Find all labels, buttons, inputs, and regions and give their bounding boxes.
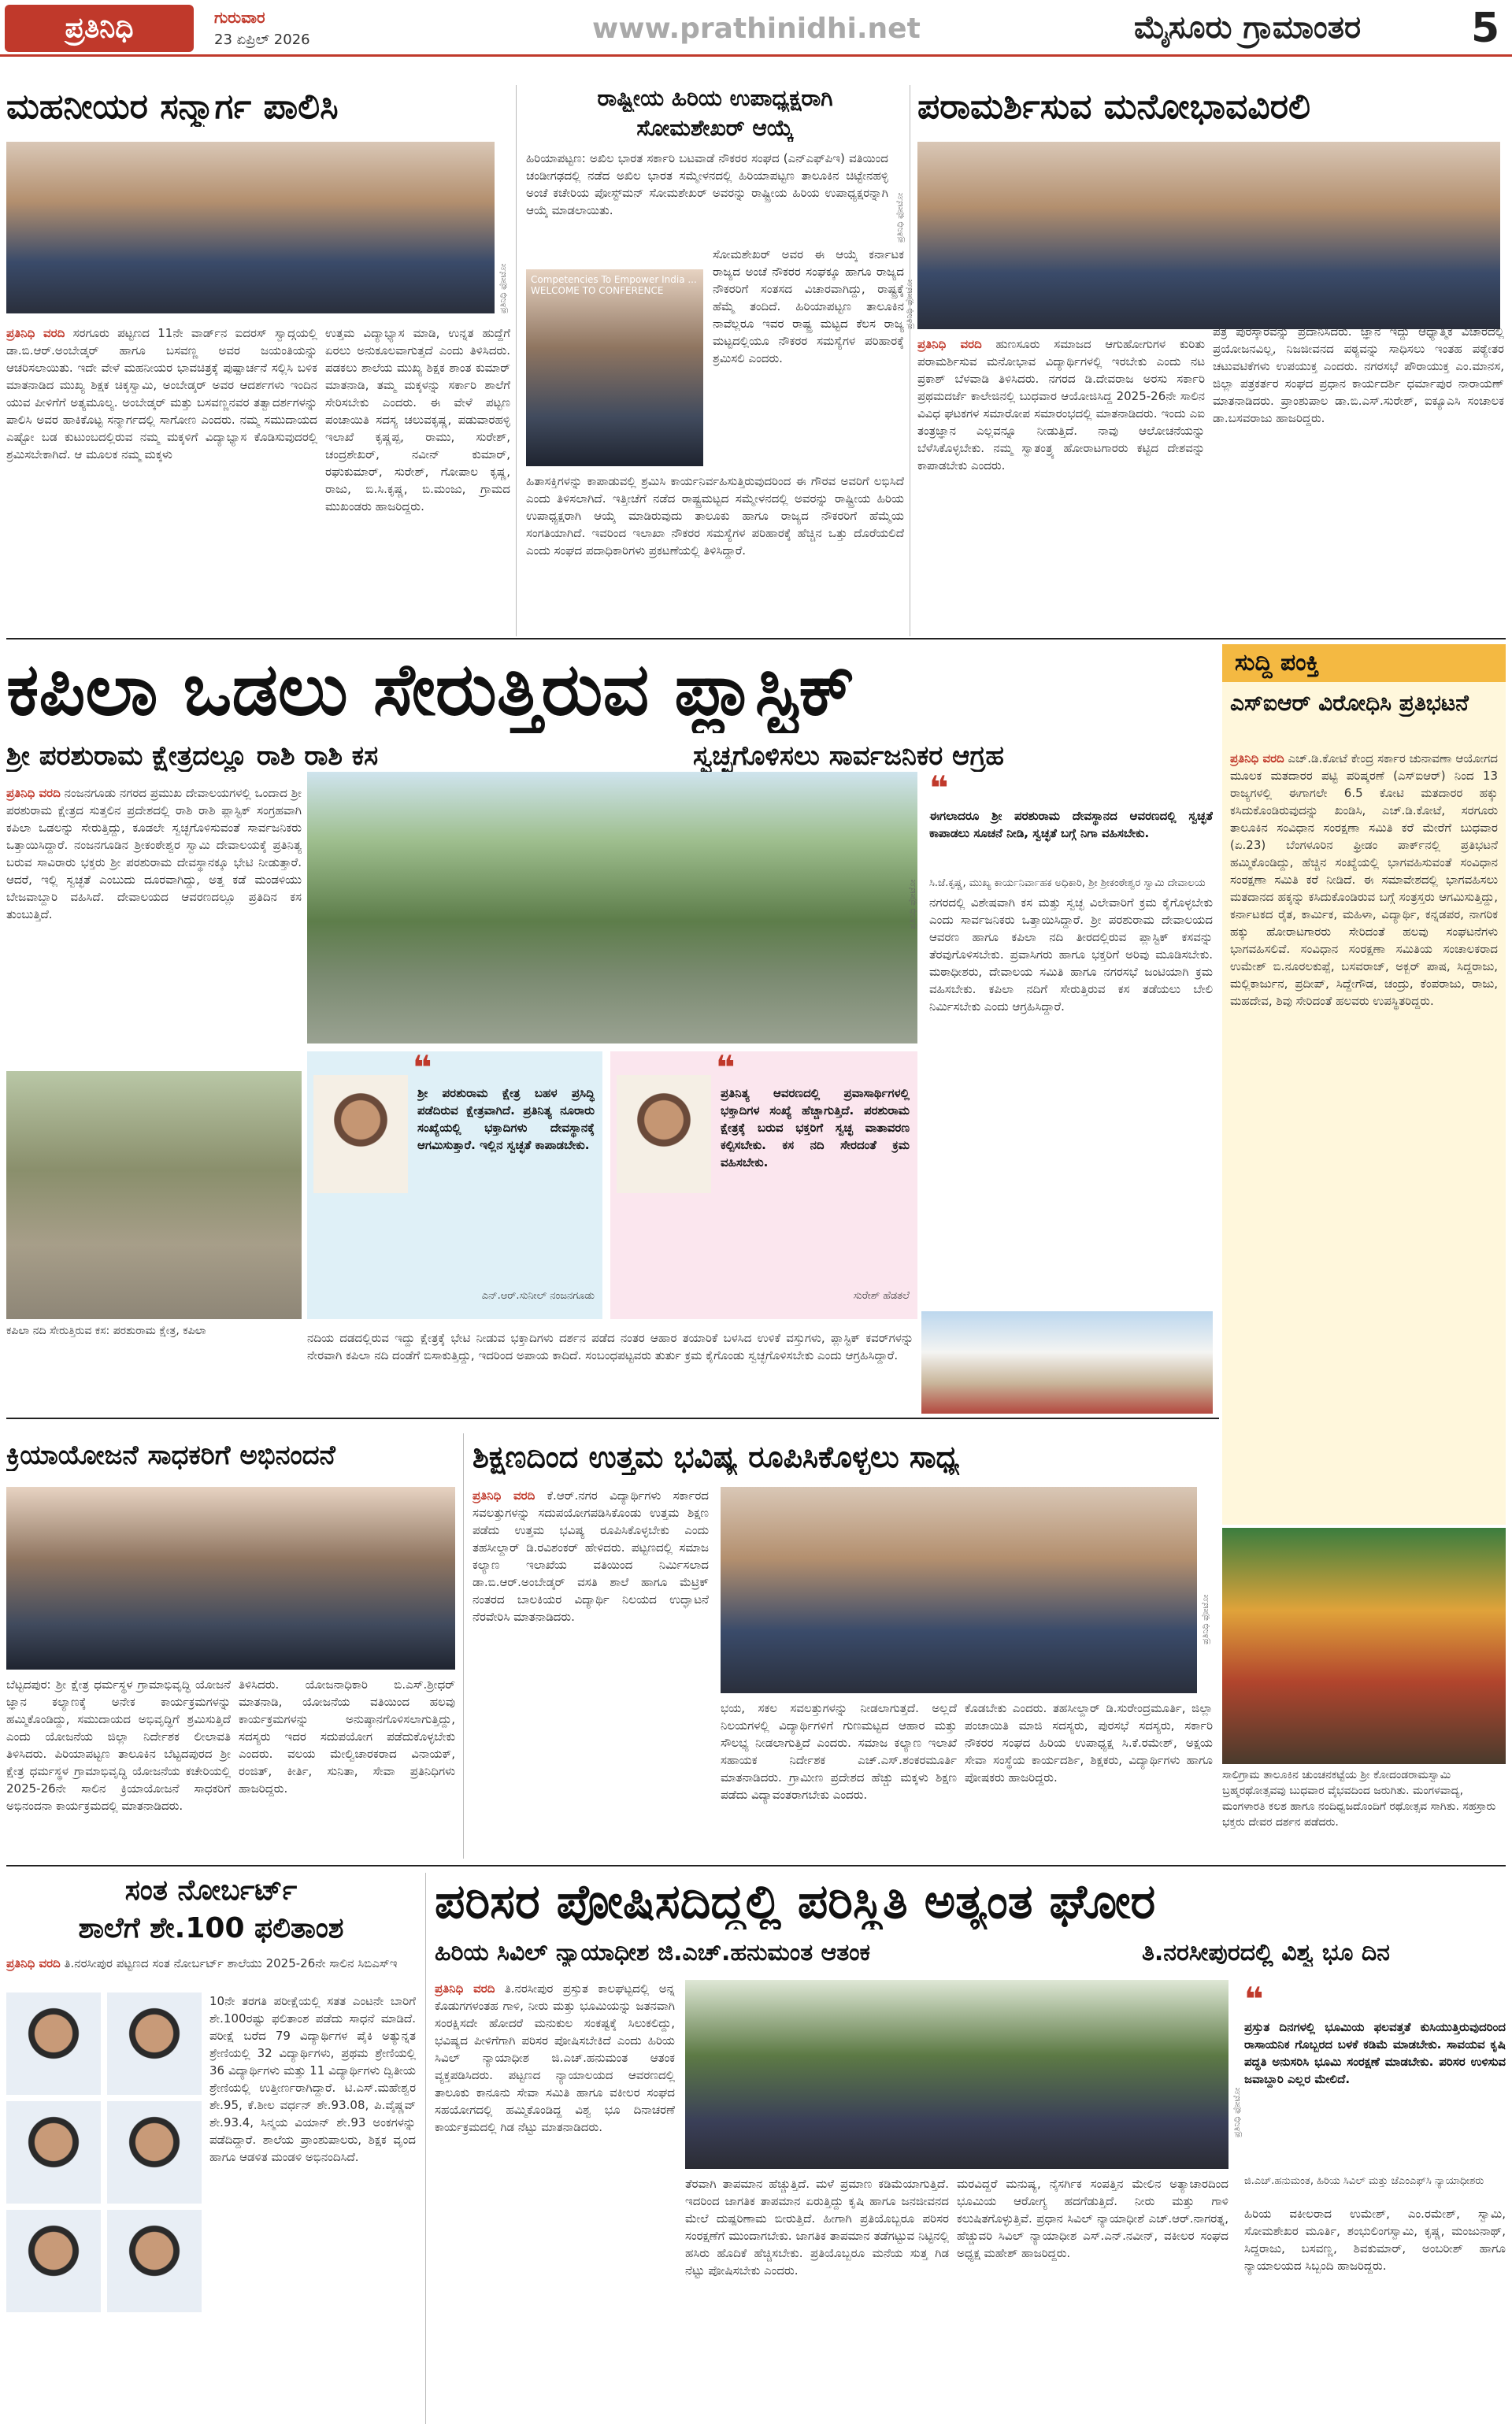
quote-text: ಈಗಲಾದರೂ ಶ್ರೀ ಪರಶುರಾಮ ದೇವಸ್ಥಾನದ ಆವರಣದಲ್ಲಿ ಸ್ವಚ್ಛತೆ ಕಾಪಾಡಲು ಸೂಚನೆ ನೀಡಿ, ಸ್ವಚ್ಛತೆ ಬಗ್ಗೆ ನಿಗಾ ವಹಿಸಬೇಕು. xyxy=(929,809,1213,840)
photo-credit: ಪ್ರತಿನಿಧಿ ಫೋಟೋ xyxy=(907,879,917,929)
quote-1-author: ಎನ್.ಆರ್.ಸುನೀಲ್ ನಂಜನಗೂಡು xyxy=(481,1290,595,1302)
lead-subhead-1: ಶ್ರೀ ಪರಶುರಾಮ ಕ್ಷೇತ್ರದಲ್ಲೂ ರಾಶಿ ರಾಶಿ ಕಸ xyxy=(6,740,379,772)
bottom-2-col-4: ಹಿರಿಯ ವಕೀಲರಾದ ಉಮೇಶ್, ಎಂ.ರಮೇಶ್, ಸ್ವಾಮಿ, ಸೋಮಶೇಖರ ಮೂರ್ತಿ, ಶಂಭುಲಿಂಗಸ್ವಾಮಿ, ಕೃಷ್ಣ, ಮಂಜುನಾಥ್, ಸಿದ್ದರಾಜು, ಬಸವಣ್ಣ, ಶಿವಕುಮಾರ್, ಅಂಬರೀಶ್ ಹಾಗೂ ನ್ಯಾಯಾಲಯದ ಸಿಬ್ಬಂದಿ ಹಾಜರಿದ್ದರು. xyxy=(1244,2207,1506,2273)
headline-article-1: ಮಹನೀಯರ ಸನ್ಮಾರ್ಗ ಪಾಲಿಸಿ xyxy=(6,87,339,127)
lead-subhead-2: ಸ್ವಚ್ಛಗೊಳಿಸಲು ಸಾರ್ವಜನಿಕರ ಆಗ್ರಹ xyxy=(693,740,1004,772)
student-photo xyxy=(107,1992,202,2095)
student-photo xyxy=(107,2101,202,2204)
photo-credit: ಪ್ರತಿನಿಧಿ ಫೋಟೋ xyxy=(498,263,508,313)
quote-mark-icon: ❝ xyxy=(716,1048,736,1087)
photo-mid-1 xyxy=(6,1487,455,1670)
column-divider xyxy=(516,85,517,636)
photo-banner-text: Competencies To Empower India ... WELCOME TO CONFERENCE xyxy=(531,274,697,296)
photo-temple xyxy=(921,1311,1213,1414)
headline-lead: ಕಪಿಲಾ ಒಡಲು ಸೇರುತ್ತಿರುವ ಪ್ಲಾಸ್ಟಿಕ್ xyxy=(6,647,855,732)
bottom-2-subhead-1: ಹಿರಿಯ ಸಿವಿಲ್ ನ್ಯಾಯಾಧೀಶ ಜಿ.ಎಚ್.ಹನುಮಂತ ಆತಂಕ xyxy=(435,1939,871,1966)
person-photo xyxy=(313,1075,408,1193)
mid-1-col-1: ಬೆಟ್ಟದಪುರ: ಶ್ರೀ ಕ್ಷೇತ್ರ ಧರ್ಮಸ್ಥಳ ಗ್ರಾಮಾಭಿವೃದ್ಧಿ ಯೋಜನೆ ಜ್ಞಾನ ಕಲ್ಯಾಣಕ್ಕೆ ಅನೇಕ ಕಾರ್ಯಕ್ರಮಗಳನ್ನು ಹಮ್ಮಿಕೊಂಡಿದ್ದು, ಸಮುದಾಯದ ಅಭಿವೃದ್ಧಿಗೆ ಶ್ರಮಿಸುತ್ತಿದೆ ಎಂದು ಯೋಜನೆಯ ಜಿಲ್ಲಾ ನಿರ್ದೇಶಕ ಲೀಲಾವತಿ ತಿಳಿಸಿದರು. ಪಿರಿಯಾಪಟ್ಟಣ ತಾಲೂಕಿನ ಬೆಟ್ಟದಪುರದ ಶ್ರೀ ಕ್ಷೇತ್ರ ಧರ್ಮಸ್ಥಳ ಗ್ರಾಮಾಭಿವೃದ್ಧಿ ಯೋಜನೆಯ ಕಚೇರಿಯಲ್ಲಿ 2025-26ನೇ ಸಾಲಿನ ಕ್ರಿಯಾಯೋಜನೆ ಸಾಧಕರಿಗೆ ಅಭಿನಂದನಾ ಕಾರ್ಯಕ್ರಮದಲ್ಲಿ ಮಾತನಾಡಿದರು. xyxy=(6,1677,231,1813)
sidebar-headline: ಎಸ್‌ಐಆರ್ ವಿರೋಧಿಸಿ ಪ್ರತಿಭಟನೆ xyxy=(1230,690,1469,716)
website-url[interactable]: www.prathinidhi.net xyxy=(592,13,921,45)
bottom-2-col-3: ಮರವಿದ್ದರೆ ಮನುಷ್ಯ, ನೈಸರ್ಗಿಕ ಸಂಪತ್ತಿನ ಮೇಲಿನ ಅತ್ಯಾಚಾರದಿಂದ ಭೂಮಿಯ ಆರೋಗ್ಯ ಹದಗೆಡುತ್ತಿದೆ. ನೀರು ಮತ್ತು ಗಾಳಿ ಕಲುಷಿತಗೊಳ್ಳುತ್ತಿವೆ. ಪ್ರಧಾನ ಸಿವಿಲ್ ನ್ಯಾಯಾಧೀಶೆ ಎಚ್.ಆರ್.ನಾಗರತ್ನ, ಹೆಚ್ಚುವರಿ ಸಿವಿಲ್ ನ್ಯಾಯಾಧೀಶ ಎಸ್.ಎನ್.ನವೀನ್, ವಕೀಲರ ಸಂಘದ ಅಧ್ಯಕ್ಷ ಮಹೇಶ್ ಹಾಜರಿದ್ದರು. xyxy=(957,2177,1228,2260)
headline-bottom-1-line-1: ಸಂತ ನೋರ್ಬರ್ಟ್ xyxy=(124,1874,298,1907)
column-divider xyxy=(425,1873,426,2424)
bottom-2-col-1: ಪ್ರತಿನಿಧಿ ವರದಿ ತಿ.ನರಸೀಪುರ ಪ್ರಸ್ತುತ ಕಾಲಘಟ್ಟದಲ್ಲಿ ಅನ್ನ ಕೊಡುಗಗಳಂತಹ ಗಾಳಿ, ನೀರು ಮತ್ತು ಭೂಮಿಯನ್ನು ಜತನವಾಗಿ ಸಂರಕ್ಷಿಸದೇ ಹೋದರೆ ಮನುಕುಲ ಸಂಕಷ್ಟಕ್ಕೆ ಸಿಲುಕಲಿದ್ದು, ಭವಿಷ್ಯದ ಪೀಳಿಗೆಗಾಗಿ ಪರಿಸರ ಪೋಷಿಸಬೇಕಿದೆ ಎಂದು ಹಿರಿಯ ಸಿವಿಲ್ ನ್ಯಾಯಾಧೀಶ ಜಿ.ಎಚ್.ಹನುಮಂತ ಆತಂಕ ವ್ಯಕ್ತಪಡಿಸಿದರು. ಪಟ್ಟಣದ ನ್ಯಾಯಾಲಯದ ಆವರಣದಲ್ಲಿ ತಾಲೂಕು ಕಾನೂನು ಸೇವಾ ಸಮಿತಿ ಹಾಗೂ ವಕೀಲರ ಸಂಘದ ಸಹಯೋಗದಲ್ಲಿ ಹಮ್ಮಿಕೊಂಡಿದ್ದ ವಿಶ್ವ ಭೂ ದಿನಾಚರಣೆ ಕಾರ್ಯಕ್ರಮದಲ್ಲಿ ಗಿಡ ನೆಟ್ಟು ಮಾತನಾಡಿದರು. xyxy=(435,1981,675,2134)
headline-mid-1: ಕ್ರಿಯಾಯೋಜನೆ ಸಾಧಕರಿಗೆ ಅಭಿನಂದನೆ xyxy=(6,1440,335,1471)
photo-article-3 xyxy=(917,142,1500,329)
quote-mark-icon: ❝ xyxy=(413,1048,432,1087)
quote-block-main xyxy=(929,769,1213,887)
sidebar-body: ಪ್ರತಿನಿಧಿ ವರದಿ ಎಚ್.ಡಿ.ಕೋಟೆ ಕೇಂದ್ರ ಸರ್ಕಾರ ಚುನಾವಣಾ ಆಯೋಗದ ಮೂಲಕ ಮತದಾರರ ಪಟ್ಟಿ ಪರಿಷ್ಕರಣೆ (ಎಸ್‌ಐಆರ್) ನಿಂದ 13 ರಾಜ್ಯಗಳಲ್ಲಿ ಈಗಾಗಲೇ 6.5 ಕೋಟಿ ಮತದಾರರ ಹಕ್ಕು ಕಸಿದುಕೊಂಡಿರುವುದನ್ನು ಖಂಡಿಸಿ, ಎಚ್.ಡಿ.ಕೋಟೆ, ಸರಗೂರು ತಾಲೂಕಿನ ಸಂವಿಧಾನ ಸಂರಕ್ಷಣಾ ಸಮಿತಿ ಕರೆ ಮೇರೆಗೆ ಬುಧವಾರ (ಏ.23) ಬೆಂಗಳೂರಿನ ಫ್ರೀಡಂ ಪಾರ್ಕ್‌ನಲ್ಲಿ ಪ್ರತಿಭಟನೆ ಹಮ್ಮಿಕೊಂಡಿದ್ದು, ಹೆಚ್ಚಿನ ಸಂಖ್ಯೆಯಲ್ಲಿ ಭಾಗವಹಿಸುವಂತೆ ಸಂವಿಧಾನ ಸಂರಕ್ಷಣಾ ಸಮಿತಿ ಕರೆ ನೀಡಿದೆ. ಈ ಸಮಾವೇಶದಲ್ಲಿ ಭಾಗವಹಿಸಲು ಮತದಾನದ ಹಕ್ಕನ್ನು ಕಸಿದುಕೊಂಡಿರುವ ಬಗ್ಗೆ ಸಂತ್ರಸ್ತರು ಆಗಮಿಸುತ್ತಿದ್ದು, ಕರ್ನಾಟಕದ ರೈತ, ಕಾರ್ಮಿಕ, ಮಹಿಳಾ, ವಿದ್ಯಾರ್ಥಿ, ಕನ್ನಡಪರ, ನಾಗರಿಕ ಹಕ್ಕು ಹೋರಾಟಗಾರರು ಸೇರಿದಂತೆ ಹಲವು ಸಂಘಟನೆಗಳು ಭಾಗವಹಿಸಲಿವೆ. ಸಂವಿಧಾನ ಸಂರಕ್ಷಣಾ ಸಮಿತಿಯ ಸಂಚಾಲಕರಾದ ಉಮೇಶ್ ಬಿ.ನೂರಲಕುಪ್ಪೆ, ಬಸವರಾಜ್, ಅಕ್ಬರ್ ಪಾಷ, ಸಿದ್ದರಾಜು, ಮಲ್ಲಿಕಾರ್ಜುನ, ಪ್ರದೀಪ್, ಸಿದ್ದೇಗೌಡ, ಚಂದ್ರು, ಕೆಂಪರಾಜು, ರಾಜು, ಮಹದೇವ, ಶಿವು ಸೇರಿದಂತೆ ಹಲವರು ಉಪಸ್ಥಿತರಿದ್ದರು. xyxy=(1230,751,1498,1008)
photo-caption: ಕಪಿಲಾ ನದಿ ಸೇರುತ್ತಿರುವ ಕಸ: ಪರಶುರಾಮ ಕ್ಷೇತ್ರ, ಕಪಿಲಾ xyxy=(6,1325,206,1337)
quote-mark-icon: ❝ xyxy=(929,769,949,807)
photo-mid-2 xyxy=(721,1487,1197,1693)
photo-river-plastic xyxy=(307,772,917,1043)
section-divider xyxy=(6,1865,1506,1866)
section-divider xyxy=(6,1418,1219,1419)
photo-article-2 xyxy=(526,269,703,466)
mid-2-col-3: ಕೊಡಬೇಕು ಎಂದರು. ತಹಸೀಲ್ದಾರ್ ಡಿ.ಸುರೇಂದ್ರಮೂರ್ತಿ, ಜಿಲ್ಲಾ ಪಂಚಾಯಿತಿ ಮಾಜಿ ಸದಸ್ಯರು, ಪುರಸಭೆ ಸದಸ್ಯರು, ಸರ್ಕಾರಿ ನೌಕರರ ಸಂಘದ ಹಿರಿಯ ಉಪಾಧ್ಯಕ್ಷ ಸಿ.ಕೆ.ರಮೇಶ್, ಅಕ್ಷಯ ಸೇವಾ ಸಂಸ್ಥೆಯ ಕಾರ್ಯದರ್ಶಿ, ಶಿಕ್ಷಕರು, ವಿದ್ಯಾರ್ಥಿಗಳು ಹಾಗೂ ಪೋಷಕರು ಹಾಜರಿದ್ದರು. xyxy=(965,1701,1213,1785)
section-divider xyxy=(6,638,1506,639)
article-3-col-2: ಪತ್ರ ಪುರಸ್ಕಾರವನ್ನು ಪ್ರದಾನಿಸಿದರು. ಜ್ಞಾನ ಇದ್ದು ಆಧ್ಯಾತ್ಮಿಕ ವಿಚಾರದಲ್ಲಿ ಪ್ರಯೋಜನವಿಲ್ಲ, ನಿಜಜೀವನದ ಪಠ್ಯವನ್ನು ಸಾಧಿಸಲು ಇಂತಹ ಪಠ್ಯೇತರ ಚಟುವಟಿಕೆಗಳು ಉಪಯುಕ್ತ ಎಂದರು. ನಗರಸಭೆ ಪೌರಾಯುಕ್ತ ಎಂ.ಮಾನಸ, ಜಿಲ್ಲಾ ಪತ್ರಕರ್ತರ ಸಂಘದ ಪ್ರಧಾನ ಕಾರ್ಯದರ್ಶಿ ಧರ್ಮಾಪುರ ನಾರಾಯಣ್ ಮಾತನಾಡಿದರು. ಪ್ರಾಂಶುಪಾಲ ಡಾ.ಬಿ.ಎಸ್.ಸುರೇಶ್, ಐಕ್ಯೂಎಸಿ ಸಂಚಾಲಕ ಡಾ.ಬಸವರಾಜು ಹಾಜರಿದ್ದರು. xyxy=(1213,324,1504,425)
photo-tree-planting xyxy=(685,1980,1228,2169)
quote-author: ಸಿ.ಜೆ.ಕೃಷ್ಣ, ಮುಖ್ಯ ಕಾರ್ಯನಿರ್ವಾಹಕ ಅಧಿಕಾರಿ, ಶ್ರೀ ಶ್ರೀಕಂಠೇಶ್ವರ ಸ್ವಾಮಿ ದೇವಾಲಯ xyxy=(929,877,1206,889)
student-photo xyxy=(6,2101,101,2204)
person-photo xyxy=(617,1075,711,1193)
student-photo xyxy=(107,2210,202,2312)
headline-article-3: ಪರಾಮರ್ಶಿಸುವ ಮನೋಭಾವವಿರಲಿ xyxy=(917,87,1311,127)
sidebar-photo-caption: ಸಾಲಿಗ್ರಾಮ ತಾಲೂಕಿನ ಚುಂಚನಕಟ್ಟೆಯ ಶ್ರೀ ಕೋದಂಡರಾಮಸ್ವಾಮಿ ಬ್ರಹ್ಮರಥೋತ್ಸವವು ಬುಧವಾರ ವೈಭವದಿಂದ ಜರುಗಿತು. ಮಂಗಳವಾದ್ಯ, ಮಂಗಳಾರತಿ ಕಲಶ ಹಾಗೂ ನಂದಿಧ್ವಜದೊಂದಿಗೆ ರಥೋತ್ಸವ ಸಾಗಿತು. ಸಹಸ್ರಾರು ಭಕ್ತರು ದೇವರ ದರ್ಶನ ಪಡೆದರು. xyxy=(1222,1769,1496,1829)
issue-date: 23 ಏಪ್ರಿಲ್ 2026 xyxy=(214,32,310,48)
quote-block-bottom xyxy=(1244,1980,1506,2200)
quote-1-text: ಶ್ರೀ ಪರಶುರಾಮ ಕ್ಷೇತ್ರ ಬಹಳ ಪ್ರಸಿದ್ಧಿ ಪಡೆದಿರುವ ಕ್ಷೇತ್ರವಾಗಿದೆ. ಪ್ರತಿನಿತ್ಯ ನೂರಾರು ಸಂಖ್ಯೆಯಲ್ಲಿ ಭಕ್ತಾದಿಗಳು ದೇವಸ್ಥಾನಕ್ಕೆ ಆಗಮಿಸುತ್ತಾರೆ. ಇಲ್ಲಿನ ಸ್ವಚ್ಛತೆ ಕಾಪಾಡಬೇಕು. xyxy=(417,1086,595,1152)
mid-2-col-2: ಭಯ, ಸಕಲ ಸವಲತ್ತುಗಳನ್ನು ನೀಡಲಾಗುತ್ತದೆ. ಅಲ್ಲದೆ ನಿಲಯಗಳಲ್ಲಿ ವಿದ್ಯಾರ್ಥಿಗಳಿಗೆ ಗುಣಮಟ್ಟದ ಆಹಾರ ಮತ್ತು ಸೌಲಭ್ಯ ನೀಡಲಾಗುತ್ತಿದೆ ಎಂದರು. ಸಮಾಜ ಕಲ್ಯಾಣ ಇಲಾಖೆ ಸಹಾಯಕ ನಿರ್ದೇಶಕ ಎಚ್.ಎಸ್.ಶಂಕರಮೂರ್ತಿ ಮಾತನಾಡಿದರು. ಗ್ರಾಮೀಣ ಪ್ರದೇಶದ ಹೆಚ್ಚು ಮಕ್ಕಳು ಶಿಕ್ಷಣ ಪಡೆದು ವಿದ್ಯಾವಂತರಾಗಬೇಕು ಎಂದರು. xyxy=(721,1701,957,1802)
quote-text: ಪ್ರಸ್ತುತ ದಿನಗಳಲ್ಲಿ ಭೂಮಿಯ ಫಲವತ್ತತೆ ಕುಸಿಯುತ್ತಿರುವುದರಿಂದ ರಾಸಾಯನಿಕ ಗೊಬ್ಬರದ ಬಳಕೆ ಕಡಿಮೆ ಮಾಡಬೇಕು. ಸಾವಯವ ಕೃಷಿ ಪದ್ಧತಿ ಅನುಸರಿಸಿ ಭೂಮಿ ಸಂರಕ್ಷಣೆ ಮಾಡಬೇಕು. ಪರಿಸರ ಉಳಿಸುವ ಜವಾಬ್ದಾರಿ ಎಲ್ಲರ ಮೇಲಿದೆ. xyxy=(1244,2020,1506,2086)
issue-day: ಗುರುವಾರ xyxy=(214,8,265,27)
mid-2-col-1: ಪ್ರತಿನಿಧಿ ವರದಿ ಕೆ.ಆರ್.ನಗರ ವಿದ್ಯಾರ್ಥಿಗಳು ಸರ್ಕಾರದ ಸವಲತ್ತುಗಳನ್ನು ಸದುಪಯೋಗಪಡಿಸಿಕೊಂಡು ಉತ್ತಮ ಶಿಕ್ಷಣ ಪಡೆದು ಉತ್ತಮ ಭವಿಷ್ಯ ರೂಪಿಸಿಕೊಳ್ಳಬೇಕು ಎಂದು ತಹಸೀಲ್ದಾರ್ ಡಿ.ರವಿಶಂಕರ್ ಹೇಳಿದರು. ಪಟ್ಟಣದಲ್ಲಿ ಸಮಾಜ ಕಲ್ಯಾಣ ಇಲಾಖೆಯ ವತಿಯಿಂದ ನಿರ್ಮಿಸಲಾದ ಡಾ.ಬಿ.ಆರ್.ಅಂಬೇಡ್ಕರ್ ವಸತಿ ಶಾಲೆ ಹಾಗೂ ಮೆಟ್ರಿಕ್ ನಂತರದ ಬಾಲಕಿಯರ ವಿದ್ಯಾರ್ಥಿ ನಿಲಯದ ಉದ್ಘಾಟನೆ ನೆರವೇರಿಸಿ ಮಾತನಾಡಿದರು. xyxy=(472,1488,709,1624)
photo-credit: ಪ್ರತಿನಿಧಿ ಫೋಟೋ xyxy=(895,192,905,243)
page-number: 5 xyxy=(1471,5,1500,52)
student-photo xyxy=(6,2210,101,2312)
article-3-col-1: ಪ್ರತಿನಿಧಿ ವರದಿ ಹುಣಸೂರು ಸಮಾಜದ ಆಗುಹೋಗುಗಳ ಕುರಿತು ಪರಾಮರ್ಶಿಸುವ ಮನೋಭಾವ ವಿದ್ಯಾರ್ಥಿಗಳಲ್ಲಿ ಇರಬೇಕು ಎಂದು ನಟ ಪ್ರಕಾಶ್ ಬೆಳವಾಡಿ ತಿಳಿಸಿದರು. ನಗರದ ಡಿ.ದೇವರಾಜ ಅರಸು ಸರ್ಕಾರಿ ಪ್ರಥಮದರ್ಜೆ ಕಾಲೇಜಿನಲ್ಲಿ ಬುಧವಾರ ಆಯೋಜಿಸಿದ್ದ 2025-26ನೇ ಸಾಲಿನ ವಿವಿಧ ಘಟಕಗಳ ಸಮಾರೋಪ ಸಮಾರಂಭದಲ್ಲಿ ಮಾತನಾಡಿದರು. ಇಂದು ಎಐ ತಂತ್ರಜ್ಞಾನ ಎಲ್ಲವನ್ನೂ ನೀಡುತ್ತಿದೆ. ನಾವು ಆಲೋಚನೆಯನ್ನು ಬೆಳೆಸಿಕೊಳ್ಳಬೇಕು. ನಮ್ಮ ಸ್ವಾತಂತ್ರ್ಯ ಹೋರಾಟಗಾರರು ಕಟ್ಟಿದ ದೇಶವನ್ನು ಕಾಪಾಡಬೇಕು ಎಂದರು. xyxy=(917,337,1205,473)
headline-mid-2: ಶಿಕ್ಷಣದಿಂದ ಉತ್ತಮ ಭವಿಷ್ಯ ರೂಪಿಸಿಕೊಳ್ಳಲು ಸಾಧ್ಯ xyxy=(472,1440,960,1474)
lead-bottom: ನದಿಯ ದಡದಲ್ಲಿರುವ ಇದ್ದು ಕ್ಷೇತ್ರಕ್ಕೆ ಭೇಟಿ ನೀಡುವ ಭಕ್ತಾದಿಗಳು ದರ್ಶನ ಪಡೆದ ನಂತರ ಆಹಾರ ತಯಾರಿಕೆ ಬಳಸಿದ ಉಳಿಕೆ ವಸ್ತುಗಳು, ಪ್ಲಾಸ್ಟಿಕ್ ಕವರ್‌ಗಳನ್ನು ನೇರವಾಗಿ ಕಪಿಲಾ ನದಿ ದಂಡೆಗೆ ಬಿಸಾಕುತ್ತಿದ್ದು, ಇದರಿಂದ ಅಪಾಯ ಕಾದಿದೆ. ಸಂಬಂಧಪಟ್ಟವರು ತುರ್ತು ಕ್ರಮ ಕೈಗೊಂಡು ಸ್ವಚ್ಛಗೊಳಿಸಬೇಕು ಎಂದು ಆಗ್ರಹಿಸಿದ್ದಾರೆ. xyxy=(307,1331,914,1362)
quote-box-1 xyxy=(307,1048,602,1319)
article-2-bottom: ಹಿತಾಸಕ್ತಿಗಳನ್ನು ಕಾಪಾಡುವಲ್ಲಿ ಶ್ರಮಿಸಿ ಕಾರ್ಯನಿರ್ವಹಿಸುತ್ತಿರುವುದರಿಂದ ಈ ಗೌರವ ಅವರಿಗೆ ಲಭಿಸಿದೆ ಎಂದು ತಿಳಿಸಲಾಗಿದೆ. ಇತ್ತೀಚೆಗೆ ನಡೆದ ರಾಷ್ಟ್ರಮಟ್ಟದ ಸಮ್ಮೇಳನದಲ್ಲಿ ಅವರನ್ನು ರಾಷ್ಟ್ರೀಯ ಹಿರಿಯ ಉಪಾಧ್ಯಕ್ಷರಾಗಿ ಆಯ್ಕೆ ಮಾಡಿರುವುದು ತಾಲೂಕು ಹಾಗೂ ರಾಜ್ಯದ ನೌಕರರಿಗೆ ಹೆಮ್ಮೆಯ ಸಂಗತಿಯಾಗಿದೆ. ಇವರಿಂದ ಇಲಾಖಾ ನೌಕರರ ಸಮಸ್ಯೆಗಳ ಪರಿಹಾರಕ್ಕೆ ಹೆಚ್ಚಿನ ಒತ್ತು ದೊರೆಯಲಿದೆ ಎಂದು ಸಂಘದ ಪದಾಧಿಕಾರಿಗಳು ಪ್ರಕಟಣೆಯಲ್ಲಿ ತಿಳಿಸಿದ್ದಾರೆ. xyxy=(526,474,904,558)
quote-2-text: ಪ್ರತಿನಿತ್ಯ ಆವರಣದಲ್ಲಿ ಪ್ರವಾಸಾರ್ಥಿಗಳಲ್ಲಿ ಭಕ್ತಾದಿಗಳ ಸಂಖ್ಯೆ ಹೆಚ್ಚಾಗುತ್ತಿದೆ. ಪರಶುರಾಮ ಕ್ಷೇತ್ರಕ್ಕೆ ಬರುವ ಭಕ್ತರಿಗೆ ಸ್ವಚ್ಛ ವಾತಾವರಣ ಕಲ್ಪಿಸಬೇಕು. ಕಸ ನದಿ ಸೇರದಂತೆ ಕ್ರಮ ವಹಿಸಬೇಕು. xyxy=(721,1086,910,1170)
article-2-top: ಹಿರಿಯಾಪಟ್ಟಣ: ಅಖಿಲ ಭಾರತ ಸರ್ಕಾರಿ ಬಟವಾಡೆ ನೌಕರರ ಸಂಘದ (ಎನ್ಎಫ್‌ಪಿಇ) ವತಿಯಿಂದ ಚಂಡೀಗಢದಲ್ಲಿ ನಡೆದ ಅಖಿಲ ಭಾರತ ಸಮ್ಮೇಳನದಲ್ಲಿ ಹಿರಿಯಾಪಟ್ಟಣ ತಾಲೂಕಿನ ಚಿಟ್ಟೇನಹಳ್ಳಿ ಅಂಚೆ ಕಚೇರಿಯ ಪೋಸ್ಟ್‌ಮನ್ ಸೋಮಶೇಖರ್ ಅವರನ್ನು ರಾಷ್ಟ್ರೀಯ ಹಿರಿಯ ಉಪಾಧ್ಯಕ್ಷರನ್ನಾಗಿ ಆಯ್ಕೆ ಮಾಡಲಾಯಿತು. xyxy=(526,151,888,217)
bottom-1-intro: ಪ್ರತಿನಿಧಿ ವರದಿ ತಿ.ನರಸೀಪುರ ಪಟ್ಟಣದ ಸಂತ ನೋರ್ಬರ್ಟ್ ಶಾಲೆಯು 2025-26ನೇ ಸಾಲಿನ ಸಿಬಿಎಸ್‌ಇ xyxy=(6,1956,398,1970)
quote-box-2 xyxy=(610,1048,917,1319)
bottom-2-subhead-2: ತಿ.ನರಸೀಪುರದಲ್ಲಿ ವಿಶ್ವ ಭೂ ದಿನ xyxy=(1142,1939,1390,1966)
bottom-2-col-2: ತೆರವಾಗಿ ತಾಪಮಾನ ಹೆಚ್ಚುತ್ತಿದೆ. ಮಳೆ ಪ್ರಮಾಣ ಕಡಿಮೆಯಾಗುತ್ತಿದೆ. ಇದರಿಂದ ಜಾಗತಿಕ ತಾಪಮಾನ ಏರುತ್ತಿದ್ದು ಕೃಷಿ ಹಾಗೂ ಜನಜೀವನದ ಮೇಲೆ ದುಷ್ಪರಿಣಾಮ ಬೀರುತ್ತಿದೆ. ಹೀಗಾಗಿ ಪ್ರತಿಯೊಬ್ಬರೂ ಪರಿಸರ ಸಂರಕ್ಷಣೆಗೆ ಮುಂದಾಗಬೇಕು. ಜಾಗತಿಕ ತಾಪಮಾನ ತಡೆಗಟ್ಟುವ ನಿಟ್ಟಿನಲ್ಲಿ ಹಸಿರು ಹೊದಿಕೆ ಹೆಚ್ಚಿಸಬೇಕು. ಪ್ರತಿಯೊಬ್ಬರೂ ಮನೆಯ ಸುತ್ತ ಗಿಡ ನೆಟ್ಟು ಪೋಷಿಸಬೇಕು ಎಂದರು. xyxy=(685,2177,949,2278)
quote-author: ಜಿ.ಎಚ್.ಹನುಮಂತ, ಹಿರಿಯ ಸಿವಿಲ್ ಮತ್ತು ಜೆಎಂಎಫ್‌ಸಿ ನ್ಯಾಯಾಧೀಶರು xyxy=(1244,2175,1484,2187)
lead-col-1: ಪ್ರತಿನಿಧಿ ವರದಿ ನಂಜನಗೂಡು ನಗರದ ಪ್ರಮುಖ ದೇವಾಲಯಗಳಲ್ಲಿ ಒಂದಾದ ಶ್ರೀ ಪರಶುರಾಮ ಕ್ಷೇತ್ರದ ಸುತ್ತಲಿನ ಪ್ರದೇಶದಲ್ಲಿ ರಾಶಿ ರಾಶಿ ಪ್ಲಾಸ್ಟಿಕ್ ಸಂಗ್ರಹವಾಗಿ ಕಪಿಲಾ ಒಡಲನ್ನು ಸೇರುತ್ತಿದ್ದು, ಕೂಡಲೇ ಸ್ವಚ್ಛಗೊಳಿಸುವಂತೆ ಸಾರ್ವಜನಿಕರು ಒತ್ತಾಯಿಸಿದ್ದಾರೆ. ನಂಜನಗೂಡಿನ ಶ್ರೀಕಂಠೇಶ್ವರ ಸ್ವಾಮಿ ದೇವಾಲಯಕ್ಕೆ ಪ್ರತಿನಿತ್ಯ ಬರುವ ಸಾವಿರಾರು ಭಕ್ತರು ಶ್ರೀ ಪರಶುರಾಮ ದೇವಸ್ಥಾನಕ್ಕೂ ಭೇಟಿ ನೀಡುತ್ತಾರೆ. ಆದರೆ, ಇಲ್ಲಿ ಸ್ವಚ್ಛತೆ ಎಂಬುದು ದೂರವಾಗಿದ್ದು, ಅತ್ತ ಕಡೆ ಮಂಡಳಿಯು ಬೇಜವಾಬ್ದಾರಿ ವಹಿಸಿದೆ. ದೇವಾಲಯದ ಆವರಣದಲ್ಲೂ ಪ್ರತಿದಿನ ಕಸ ತುಂಬುತ್ತಿದೆ. xyxy=(6,786,302,921)
article-2-right: ಸೋಮಶೇಖರ್ ಅವರ ಈ ಆಯ್ಕೆ ಕರ್ನಾಟಕ ರಾಜ್ಯದ ಅಂಚೆ ನೌಕರರ ಸಂಘಕ್ಕೂ ಹಾಗೂ ರಾಜ್ಯದ ನೌಕರರಿಗೆ ಸಂತಸದ ವಿಚಾರವಾಗಿದ್ದು, ರಾಷ್ಟ್ರಕ್ಕೆ ಹೆಮ್ಮೆ ತಂದಿದೆ. ಹಿರಿಯಾಪಟ್ಟಣ ತಾಲೂಕಿನ ನಾವೆಲ್ಲರೂ ಇವರ ರಾಷ್ಟ್ರ ಮಟ್ಟದ ಕೆಲಸ ರಾಜ್ಯ ಮಟ್ಟದಲ್ಲಿಯೂ ನೌಕರರ ಸಮಸ್ಯೆಗಳ ಪರಿಹಾರಕ್ಕೆ ಶ್ರಮಿಸಲಿ ಎಂದರು. xyxy=(713,247,904,365)
mid-1-col-2: ತಿಳಿಸಿದರು. ಯೋಜನಾಧಿಕಾರಿ ಬಿ.ಎಸ್.ಶ್ರೀಧರ್ ಮಾತನಾಡಿ, ಯೋಜನೆಯ ವತಿಯಿಂದ ಹಲವು ಕಾರ್ಯಕ್ರಮಗಳನ್ನು ಅನುಷ್ಠಾನಗೊಳಿಸಲಾಗುತ್ತಿದ್ದು, ಸದಸ್ಯರು ಇದರ ಸದುಪಯೋಗ ಪಡೆದುಕೊಳ್ಳಬೇಕು ಎಂದರು. ವಲಯ ಮೇಲ್ವಿಚಾರಕರಾದ ವಿನಾಯಕ್, ರಂಜಿತ್, ಕೀರ್ತಿ, ಸುನಿತಾ, ಸೇವಾ ಪ್ರತಿನಿಧಿಗಳು ಹಾಜರಿದ್ದರು. xyxy=(239,1677,455,1796)
sidebar-header: ಸುದ್ದಿ ಪಂಕ್ತಿ xyxy=(1222,644,1506,682)
section-title: ಮೈಸೂರು ಗ್ರಾಮಾಂತರ xyxy=(1134,9,1362,46)
column-divider xyxy=(463,1433,464,1859)
headline-bottom-1-line-2: ಶಾಲೆಗೆ ಶೇ.100 ಫಲಿತಾಂಶ xyxy=(78,1912,344,1944)
photo-credit: ಪ್ರತಿನಿಧಿ ಫೋಟೋ xyxy=(904,279,914,329)
headline-article-2-line-1: ರಾಷ್ಟ್ರೀಯ ಹಿರಿಯ ಉಪಾಧ್ಯಕ್ಷರಾಗಿ xyxy=(597,85,833,111)
article-1-col-2: ಉತ್ತಮ ವಿದ್ಯಾಭ್ಯಾಸ ಮಾಡಿ, ಉನ್ನತ ಹುದ್ದೆಗೆ ಏರಲು ಅನುಕೂಲವಾಗುತ್ತದೆ ಎಂದು ತಿಳಿಸಿದರು. ಪಡಕಲು ಶಾಲೆಯ ಮುಖ್ಯ ಶಿಕ್ಷಕ ಶಾಂತ ಕುಮಾರ್ ಮಾತನಾಡಿ, ತಮ್ಮ ಮಕ್ಕಳನ್ನು ಸರ್ಕಾರಿ ಶಾಲೆಗೆ ಸೇರಿಸಬೇಕು ಎಂದರು. ಈ ವೇಳೆ ಪಟ್ಟಣ ಪಂಚಾಯಿತಿ ಸದಸ್ಯ ಚಲುವಕೃಷ್ಣ, ಪಡುವಾರಹಳ್ಳಿ ಇಲಾಖೆ ಕೃಷ್ಣಪ್ಪ, ರಾಮು, ಸುರೇಶ್, ಚಂದ್ರಶೇಖರ್, ನವೀನ್ ಕುಮಾರ್, ರಘುಕುಮಾರ್, ಸುರೇಶ್, ಗೋಪಾಲ ಕೃಷ್ಣ, ರಾಜು, ಬಿ.ಸಿ.ಕೃಷ್ಣ, ಬಿ.ಮಂಜು, ಗ್ರಾಮದ ಮುಖಂಡರು ಹಾಜರಿದ್ದರು. xyxy=(325,326,510,513)
photo-festival xyxy=(1222,1528,1506,1764)
article-1-col-1: ಪ್ರತಿನಿಧಿ ವರದಿ ಸರಗೂರು ಪಟ್ಟಣದ 11ನೇ ವಾರ್ಡ್‌ನ ಐದರಸ್ ಸ್ವಾದ್ಗಯಲ್ಲಿ ಡಾ.ಬಿ.ಆರ್.ಅಂಬೇಡ್ಕರ್ ಹಾಗೂ ಬಸವಣ್ಣ ಅವರ ಜಯಂತಿಯನ್ನು ಆಚರಿಸಲಾಯಿತು. ಇದೇ ವೇಳೆ ಮಹನೀಯರ ಭಾವಚಿತ್ರಕ್ಕೆ ಪುಷ್ಪಾರ್ಚನೆ ಸಲ್ಲಿಸಿ ಬಳಿಕ ಮಾತನಾಡಿದ ಮುಖ್ಯ ಶಿಕ್ಷಕ ಚಿಕ್ಕಸ್ವಾಮಿ, ಅಂಬೇಡ್ಕರ್ ಅವರ ಆದರ್ಶಗಳು ಇಂದಿನ ಯುವ ಪೀಳಿಗೆಗೆ ಅತ್ಯಮೂಲ್ಯ. ಅಂಬೇಡ್ಕರ್ ಮತ್ತು ಬಸವಣ್ಣನವರ ತತ್ವಾದರ್ಶಗಳನ್ನು ಪಾಲಿಸಿ ಅವರ ಹಾಕಿಕೊಟ್ಟ ಸನ್ಮಾರ್ಗದಲ್ಲಿ ಸಾಗೋಣ ಎಂದರು. ನಮ್ಮ ಸಮುದಾಯದ ಎಷ್ಟೋ ಬಡ ಕುಟುಂಬದಲ್ಲಿರುವ ನಮ್ಮ ಮಕ್ಕಳಿಗೆ ವಿದ್ಯಾಭ್ಯಾಸ ಕೊಡಿಸುವುದರಲ್ಲಿ ಶ್ರಮಿಸಬೇಕಾಗಿದೆ. ಆ ಮೂಲಕ ನಮ್ಮ ಮಕ್ಕಳು xyxy=(6,326,317,462)
lead-col-3: ನಗರದಲ್ಲಿ ವಿಶೇಷವಾಗಿ ಕಸ ಮತ್ತು ಸ್ವಚ್ಛ ವಿಲೇವಾರಿಗೆ ಕ್ರಮ ಕೈಗೊಳ್ಳಬೇಕು ಎಂದು ಸಾರ್ವಜನಿಕರು ಒತ್ತಾಯಿಸಿದ್ದಾರೆ. ಶ್ರೀ ಪರಶುರಾಮ ದೇವಾಲಯದ ಆವರಣ ಹಾಗೂ ಕಪಿಲಾ ನದಿ ತೀರದಲ್ಲಿರುವ ಪ್ಲಾಸ್ಟಿಕ್ ಕಸವನ್ನು ತೆರವುಗೊಳಿಸಬೇಕು. ಪ್ರವಾಸಿಗರು ಹಾಗೂ ಭಕ್ತರಿಗೆ ಅರಿವು ಮೂಡಿಸಬೇಕು. ಮಠಾಧೀಶರು, ದೇವಾಲಯ ಸಮಿತಿ ಹಾಗೂ ನಗರಸಭೆ ಜಂಟಿಯಾಗಿ ಕ್ರಮ ವಹಿಸಬೇಕು. ಕಪಿಲಾ ನದಿಗೆ ಸೇರುತ್ತಿರುವ ಕಸ ತಡೆಯಲು ಬೇಲಿ ನಿರ್ಮಿಸಬೇಕು ಎಂದು ಆಗ್ರಹಿಸಿದ್ದಾರೆ. xyxy=(929,895,1213,1014)
quote-2-author: ಸುರೇಶ್ ಹೆಡತಲೆ xyxy=(853,1290,910,1302)
photo-credit: ಪ್ರತಿನಿಧಿ ಫೋಟೋ xyxy=(1232,2087,1242,2137)
photo-article-1 xyxy=(6,142,495,313)
headline-article-2-line-2: ಸೋಮಶೇಖರ್ ಆಯ್ಕೆ xyxy=(636,115,794,141)
headline-bottom-2: ಪರಿಸರ ಪೋಷಿಸದಿದ್ದಲ್ಲಿ ಪರಿಸ್ಥಿತಿ ಅತ್ಯಂತ ಘೋರ xyxy=(435,1874,1156,1929)
student-photo xyxy=(6,1992,101,2095)
newspaper-logo: ಪ್ರತಿನಿಧಿ xyxy=(5,5,194,52)
bottom-1-body: 10ನೇ ತರಗತಿ ಪರೀಕ್ಷೆಯಲ್ಲಿ ಸತತ ಎಂಟನೇ ಬಾರಿಗೆ ಶೇ.100ರಷ್ಟು ಫಲಿತಾಂಶ ಪಡೆದು ಸಾಧನೆ ಮಾಡಿದೆ. ಪರೀಕ್ಷೆ ಬರೆದ 79 ವಿದ್ಯಾರ್ಥಿಗಳ ಪೈಕಿ ಅತ್ಯುನ್ನತ ಶ್ರೇಣಿಯಲ್ಲಿ 32 ವಿದ್ಯಾರ್ಥಿಗಳು, ಪ್ರಥಮ ಶ್ರೇಣಿಯಲ್ಲಿ 36 ವಿದ್ಯಾರ್ಥಿಗಳು ಮತ್ತು 11 ವಿದ್ಯಾರ್ಥಿಗಳು ದ್ವಿತೀಯ ಶ್ರೇಣಿಯಲ್ಲಿ ಉತ್ತೀರ್ಣರಾಗಿದ್ದಾರೆ. ಟಿ.ಎಸ್.ಮಹೇಶ್ವರ ಶೇ.95, ಕೆ.ಶೀಲ ವರ್ಧನ್ ಶೇ.93.08, ಪಿ.ವೈಷ್ಣವ್ ಶೇ.93.4, ಸಿನ್ಮಯ ವಿಯಾನ್ ಶೇ.93 ಅಂಕಗಳನ್ನು ಪಡೆದಿದ್ದಾರೆ. ಶಾಲೆಯ ಪ್ರಾಂಶುಪಾಲರು, ಶಿಕ್ಷಕ ವೃಂದ ಹಾಗೂ ಆಡಳಿತ ಮಂಡಳಿ ಅಭಿನಂದಿಸಿದೆ. xyxy=(209,1994,416,2164)
quote-mark-icon: ❝ xyxy=(1244,1980,1264,2018)
photo-credit: ಪ್ರತಿನಿಧಿ ಫೋಟೋ xyxy=(1200,1594,1210,1644)
photo-garbage xyxy=(6,1071,302,1319)
